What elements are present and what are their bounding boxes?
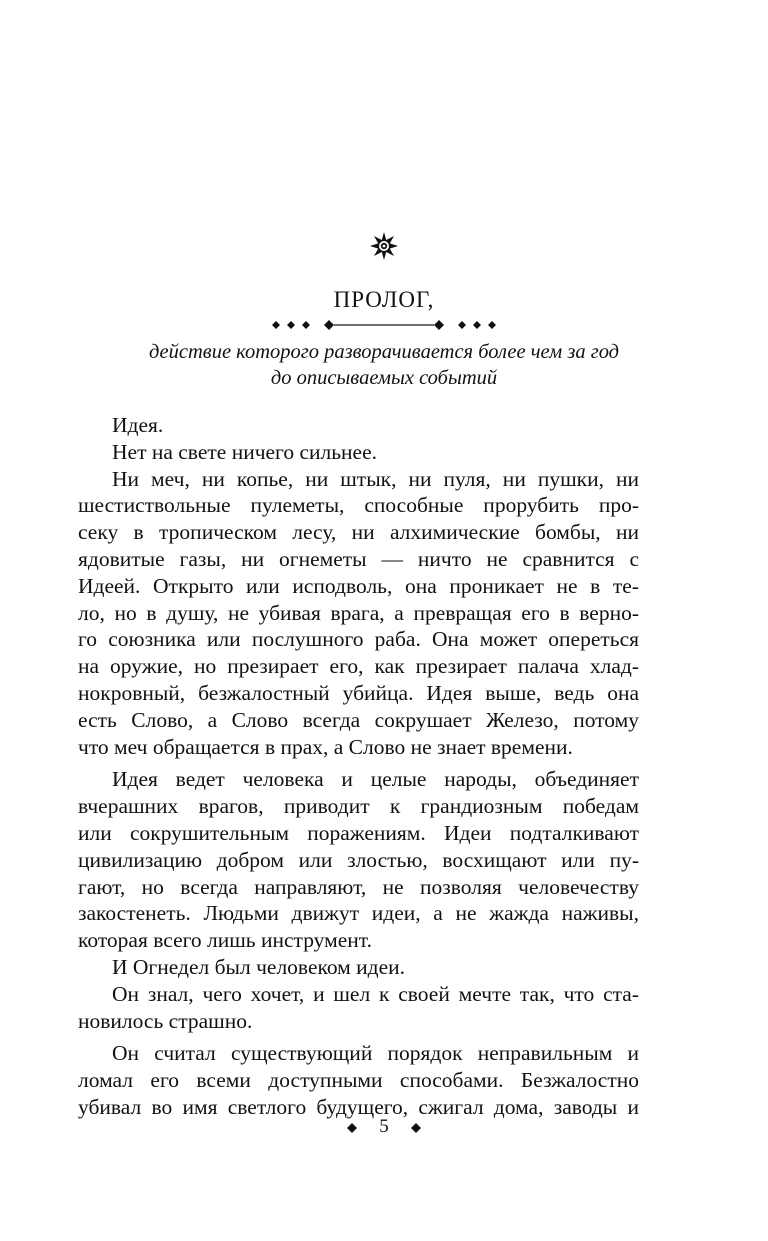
text-line: го союзника или послушного раба. Она может опереться [78,627,639,652]
text-line: которая всего лишь инструмент. [78,928,372,953]
subtitle-line: до описываемых событий [270,367,498,389]
text-line: закостенеть. Людьми движут идеи, а не жажда наживы, [78,901,639,926]
text-line: ядовитые газы, ни огнеметы — ничто не сравнится с [78,546,639,571]
text-line: убивал во имя светлого будущего, сжигал дома, заводы и [78,1094,639,1119]
subtitle-line: действие которого разворачивается более чем за год [148,341,620,363]
text-line: ло, но в душу, не убивая врага, а превращая его в верно- [78,600,639,625]
text-line: Он считал существующий порядок неправильным и [112,1041,639,1066]
chapter-subtitle [0,339,768,391]
text-line: секу в тропическом лесу, ни алхимические бомбы, ни [78,520,639,545]
diamond-divider-icon [268,318,500,332]
text-line: шестиствольные пулеметы, способные прорубить про- [78,493,639,518]
text-line: Идея ведет человека и целые народы, объединяет [112,767,639,792]
text-line: вчерашних врагов, приводит к грандиозным победам [78,794,639,819]
text-line: гают, но всегда направляют, не позволяя человечеству [78,874,639,899]
text-line: или сокрушительным поражениям. Идеи подталкивают [78,820,639,845]
text-line: И Огнедел был человеком идеи. [112,954,406,979]
page-footer [0,1116,768,1139]
diamond-icon [347,1117,357,1139]
text-line: нокровный, безжалостный убийца. Идея выше, ведь она [78,680,639,705]
text-line: Идея. [112,413,164,437]
text-line: на оружие, но презирает его, как презирает палача хлад- [78,654,639,679]
text-line: Нет на свете ничего сильнее. [112,439,378,464]
chapter-ornament [0,232,768,260]
text-line: цивилизацию добром или злостью, восхищают или пу- [78,847,639,872]
text-line: ломал его всеми доступными способами. Безжалостно [78,1068,639,1093]
chapter-title: ПРОЛОГ, [333,287,435,312]
text-line: есть Слово, а Слово всегда сокрушает Железо, потому [78,707,639,732]
page-number: 5 [379,1116,389,1137]
text-line: Ни меч, ни копье, ни штык, ни пуля, ни пушки, ни [112,466,639,491]
body-text [78,412,639,1121]
diamond-icon [411,1117,421,1139]
star-ornament-icon [370,232,398,260]
text-line: новилось страшно. [78,1008,253,1033]
text-line: что меч обращается в прах, а Слово не знает времени. [78,734,573,759]
text-line: Он знал, чего хочет, и шел к своей мечте так, что ста- [112,981,639,1006]
title-divider [0,318,768,337]
text-line: Идеей. Открыто или исподволь, она проникает не в те- [78,573,639,598]
